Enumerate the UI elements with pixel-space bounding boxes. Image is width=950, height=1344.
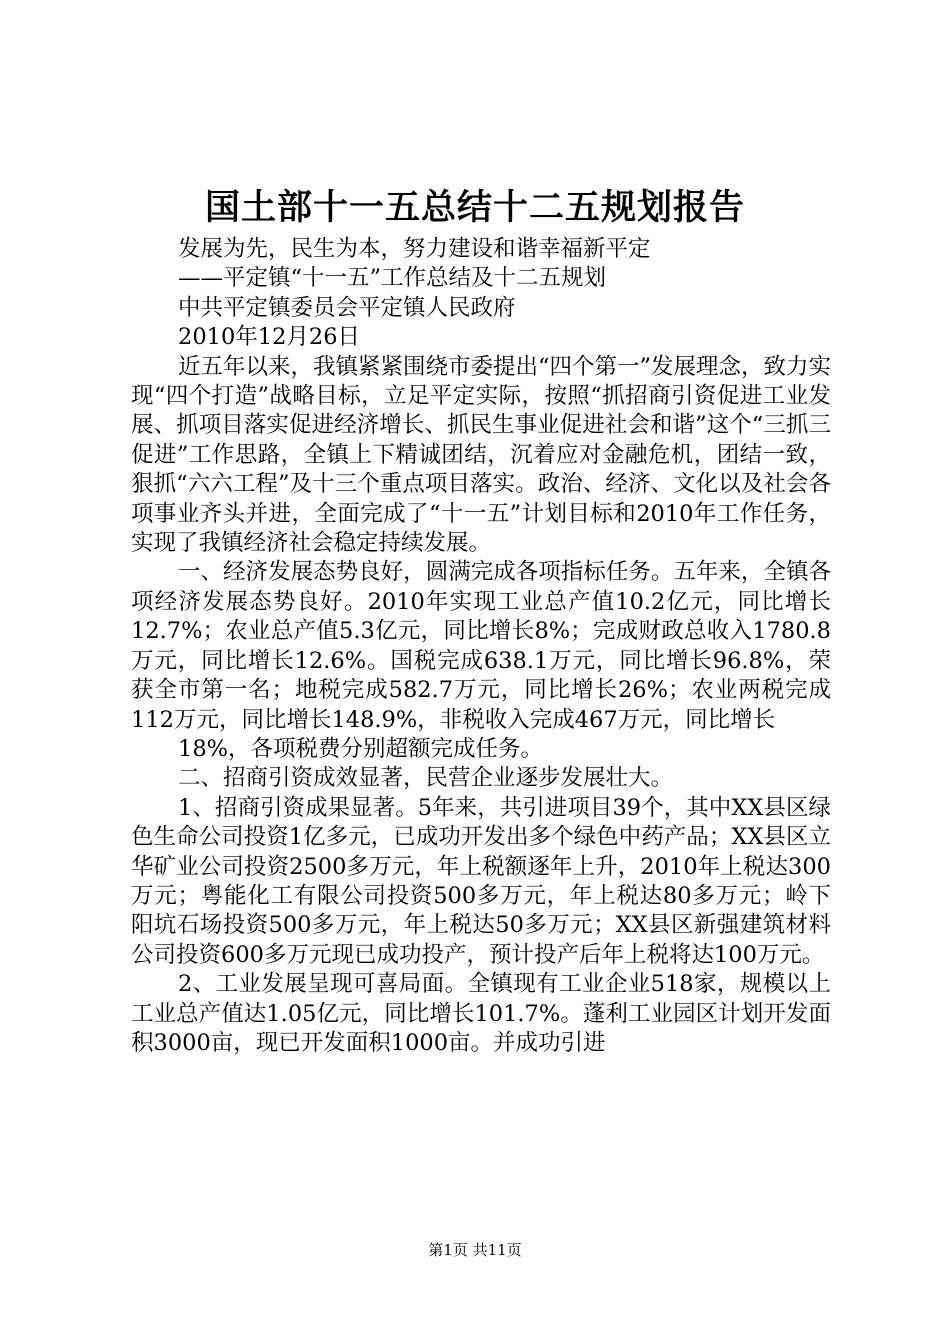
paragraph-section-1-cont: 18%，各项税费分别超额完成任务。 bbox=[178, 735, 544, 762]
subtitle-report-name: ——平定镇“十一五”工作总结及十二五规划 bbox=[178, 265, 607, 292]
paragraph-item-1: 1、招商引资成果显著。5年来，共引进项目39个，其中XX县区绿色生命公司投资1亿多元，已成功开发出多个绿色中药产品；XX县区立华矿业公司投资2500多万元，年上税额逐年上升，2010年上税达300万元；粤能化工有限公司投资500多万元，年上税达80多万元；岭下阳坑石场投资500多万元，年上税达50多万元；XX县区新强建筑材料公司投资600多万元现已成功投产，预计投产后年上税将达100万元。 bbox=[131, 794, 831, 968]
subtitle-slogan: 发展为先，民生为本，努力建设和谐幸福新平定 bbox=[178, 236, 651, 262]
issuing-authority: 中共平定镇委员会平定镇人民政府 bbox=[178, 294, 516, 321]
document-title: 国土部十一五总结十二五规划报告 bbox=[204, 187, 745, 228]
document-body bbox=[131, 235, 831, 1058]
paragraph-intro: 近五年以来，我镇紧紧围绕市委提出“四个第一”发展理念，致力实现“四个打造”战略目标，立足平定实际，按照“抓招商引资促进工业发展、抓项目落实促进经济增长、抓民生事业促进社会和谐”这个“三抓三促进”工作思路，全镇上下精诚团结，沉着应对金融危机，团结一致，狠抓“六六工程”及十三个重点项目落实。政治、经济、文化以及社会各项事业齐头并进，全面完成了“十一五”计划目标和2010年工作任务，实现了我镇经济社会稳定持续发展。 bbox=[131, 353, 832, 557]
paragraph-section-2-heading: 二、招商引资成效显著，民营企业逐步发展壮大。 bbox=[178, 765, 674, 792]
page-number-footer: 第1页 共11页 bbox=[428, 1241, 522, 1259]
paragraph-section-1: 一、经济发展态势良好，圆满完成各项指标任务。五年来，全镇各项经济发展态势良好。2010年实现工业总产值10.2亿元，同比增长12.7%；农业总产值5.3亿元，同比增长8%；完成财政总收入1780.8万元，同比增长12.6%。国税完成638.1万元，同比增长96.8%，荣获全市第一名；地税完成582.7万元，同比增长26%；农业两税完成112万元，同比增长148.9%，非税收入完成467万元，同比增长 bbox=[131, 559, 831, 733]
paragraph-item-2: 2、工业发展呈现可喜局面。全镇现有工业企业518家，规模以上工业总产值达1.05亿元，同比增长101.7%。蓬利工业园区计划开发面积3000亩，现已开发面积1000亩。并成功引进 bbox=[131, 971, 831, 1056]
report-date: 2010年12月26日 bbox=[178, 324, 361, 351]
